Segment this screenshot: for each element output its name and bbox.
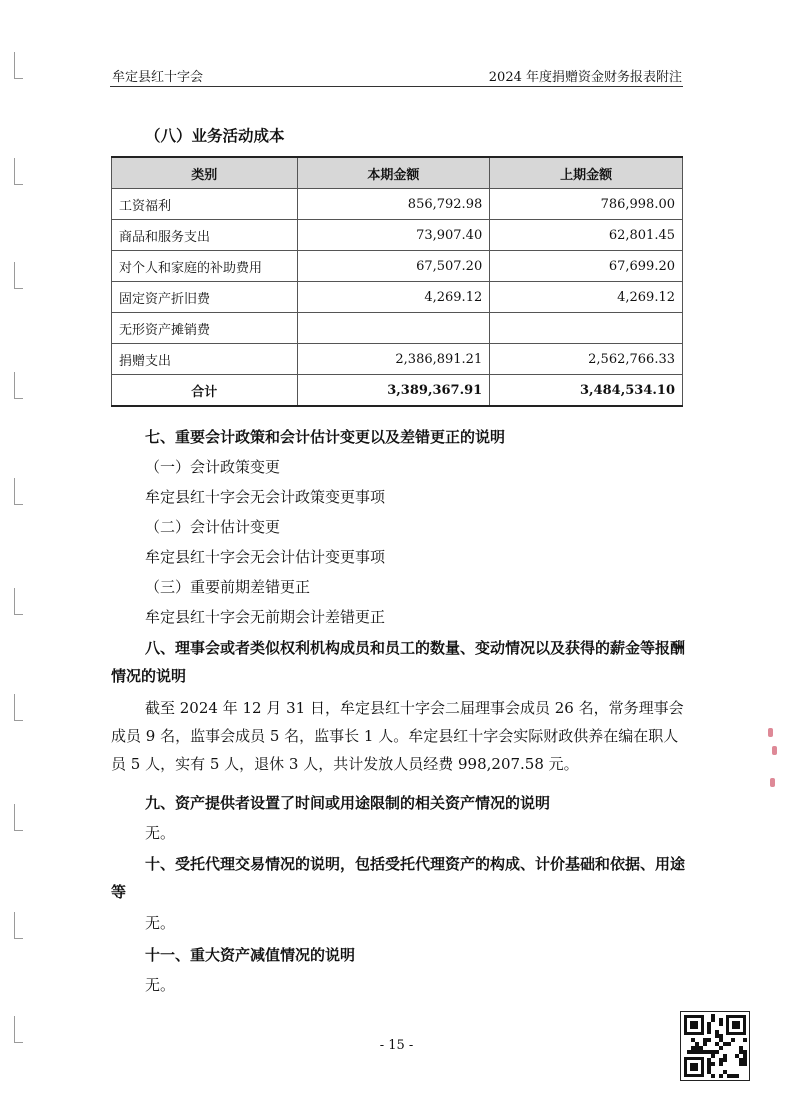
seal-edge-mark: [768, 728, 773, 737]
header-doc-title: 2024 年度捐赠资金财务报表附注: [488, 70, 682, 85]
header-rule: [110, 86, 683, 87]
current-amount: 856,792.98: [297, 189, 490, 220]
binding-mark: [14, 262, 23, 289]
binding-mark: [14, 804, 23, 831]
row-label: 商品和服务支出: [112, 220, 298, 251]
previous-amount: [490, 313, 683, 344]
row-label: 对个人和家庭的补助费用: [112, 251, 298, 282]
qr-module: [715, 1050, 719, 1054]
row-label: 捐赠支出: [112, 344, 298, 375]
current-amount: 2,386,891.21: [297, 344, 490, 375]
total-label: 合计: [112, 375, 298, 407]
total-current-amount: 3,389,367.91: [297, 375, 490, 407]
binding-mark: [14, 372, 23, 399]
table-row: [112, 313, 683, 344]
binding-mark: [14, 478, 23, 505]
previous-amount: 2,562,766.33: [490, 344, 683, 375]
text-9: 无。: [145, 824, 176, 842]
qr-module: [735, 1074, 739, 1078]
qr-module: [703, 1042, 707, 1046]
current-amount: [297, 313, 490, 344]
qr-module: [743, 1062, 747, 1066]
page-number: - 15 -: [379, 1038, 414, 1053]
qr-module: [743, 1038, 747, 1042]
previous-amount: 67,699.20: [490, 251, 683, 282]
binding-mark: [14, 912, 23, 939]
text-7-2: 牟定县红十字会无会计估计变更事项: [145, 548, 386, 566]
heading-7: 七、重要会计政策和会计估计变更以及差错更正的说明: [145, 428, 506, 446]
row-label: 固定资产折旧费: [112, 282, 298, 313]
text-7-3: 牟定县红十字会无前期会计差错更正: [145, 608, 386, 626]
column-header-previous: 上期金额: [490, 157, 683, 189]
qr-module: [719, 1022, 723, 1026]
qr-finder: [684, 1015, 704, 1035]
qr-finder: [726, 1015, 746, 1035]
qr-module: [711, 1018, 715, 1022]
total-previous-amount: 3,484,534.10: [490, 375, 683, 407]
current-amount: 4,269.12: [297, 282, 490, 313]
qr-module: [711, 1062, 715, 1066]
qr-module: [723, 1058, 727, 1062]
binding-mark: [14, 52, 23, 79]
table-row: [112, 282, 683, 313]
table-row: [112, 220, 683, 251]
table-row: [112, 344, 683, 375]
qr-finder: [684, 1057, 704, 1077]
cost-table: [111, 156, 683, 407]
table-row: [112, 189, 683, 220]
previous-amount: 786,998.00: [490, 189, 683, 220]
qr-module: [707, 1038, 711, 1042]
qr-module: [707, 1030, 711, 1034]
binding-mark: [14, 158, 23, 185]
qr-module: [719, 1074, 723, 1078]
qr-module: [711, 1074, 715, 1078]
qr-code-icon: [680, 1011, 750, 1081]
paragraph-8: 截至 2024 年 12 月 31 日，牟定县红十字会二届理事会成员 26 名，常务理事会成员 9 名，监事会成员 5 名，监事长 1 人。牟定县红十字会实际财政供养在编在职人员 5 人，实有 5 人，退休 3 人，共计发放人员经费 998,207.58 元。: [111, 699, 684, 773]
header-org: 牟定县红十字会: [112, 70, 204, 85]
qr-module: [731, 1038, 735, 1042]
table-header-row: [112, 157, 683, 189]
qr-module: [711, 1054, 715, 1058]
qr-module: [719, 1062, 723, 1066]
previous-amount: 4,269.12: [490, 282, 683, 313]
text-10: 无。: [145, 914, 176, 932]
table-total-row: [112, 375, 683, 407]
row-label: 工资福利: [112, 189, 298, 220]
heading-11: 十一、重大资产减值情况的说明: [145, 946, 356, 964]
seal-edge-mark: [770, 778, 775, 787]
row-label: 无形资产摊销费: [112, 313, 298, 344]
current-amount: 67,507.20: [297, 251, 490, 282]
binding-mark: [14, 588, 23, 615]
text-11: 无。: [145, 976, 176, 994]
subheading-7-3: （三）重要前期差错更正: [145, 578, 311, 596]
section-title: （八）业务活动成本: [145, 126, 285, 145]
seal-edge-mark: [772, 746, 777, 755]
previous-amount: 62,801.45: [490, 220, 683, 251]
qr-module: [719, 1046, 723, 1050]
heading-10: 十、受托代理交易情况的说明，包括受托代理资产的构成、计价基础和依据、用途等: [111, 855, 686, 901]
heading-8: 八、理事会或者类似权利机构成员和员工的数量、变动情况以及获得的薪金等报酬情况的说明: [111, 639, 686, 685]
current-amount: 73,907.40: [297, 220, 490, 251]
heading-9: 九、资产提供者设置了时间或用途限制的相关资产情况的说明: [145, 794, 551, 812]
binding-mark: [14, 694, 23, 721]
text-7-1: 牟定县红十字会无会计政策变更事项: [145, 488, 386, 506]
subheading-7-1: （一）会计政策变更: [145, 458, 281, 476]
table-row: [112, 251, 683, 282]
column-header-category: 类别: [112, 157, 298, 189]
qr-module: [727, 1042, 731, 1046]
subheading-7-2: （二）会计估计变更: [145, 518, 281, 536]
column-header-current: 本期金额: [297, 157, 490, 189]
